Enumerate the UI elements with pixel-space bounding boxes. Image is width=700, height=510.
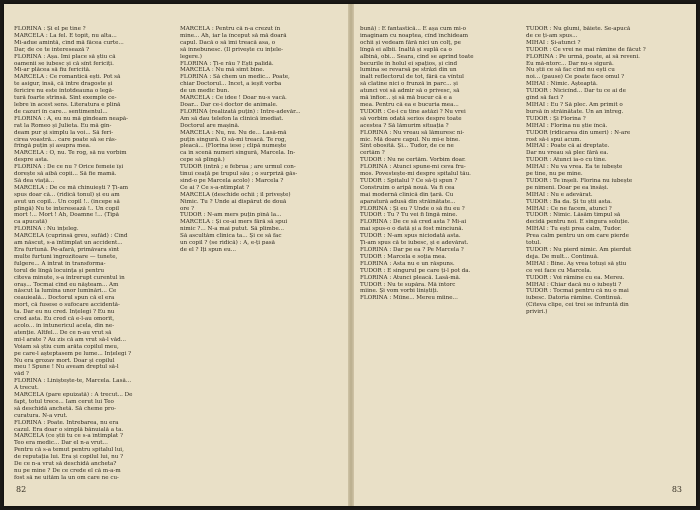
text-line: MIHAI : Și-atunci ?	[526, 39, 581, 46]
text-line: te asigur, însă, că între dragoste și	[14, 81, 113, 88]
text-line: Nu știi ce să fac cînd nu ești cu	[526, 67, 615, 74]
text-line: MARCELA (cuprinsă greu, sufăd) : Cînd	[14, 233, 128, 240]
text-line: MIHAI : Poate că ai dreptate.	[526, 143, 610, 150]
text-line: mort, că fusese o sufocare accidentă-	[14, 302, 120, 309]
text-line: FLORINA : Pe urmă, poate, ai să reveni.	[526, 53, 640, 60]
text-line: gînd să faci ?	[526, 95, 564, 102]
text-line: mic. Mă doare capul. Nu mi-e bine.	[360, 136, 461, 143]
text-line: Să ascultăm clinica ta... Și ce să fac	[180, 233, 282, 240]
text-line: certăm ?	[360, 150, 385, 157]
text-line: MARCELA (pare epuizată) : A trecut... De	[14, 392, 133, 399]
text-line: un copil ? (se ridică) : A, e-ți pasă	[180, 240, 275, 247]
text-line: FLORINA : De ce să cred asta ? Mi-ai	[360, 219, 467, 226]
text-line: TUDOR : Nu pierd nimic. Am pierdut	[526, 247, 632, 253]
text-line: lîngă ei albii. Înaltă și suplă ca o	[360, 46, 452, 53]
text-line: MARCELA : Nu mă simt bine.	[180, 67, 265, 74]
text-line: mea. Pentru că ea e bucuria mea...	[360, 101, 459, 108]
text-line: FLORINA : Atunci pleacă. Lasă-mă.	[360, 274, 461, 281]
text-line: Doctorul are mașină.	[180, 122, 240, 129]
text-line: mă înfior... și să mă bucur că e a	[360, 95, 452, 102]
text-line: pe tine, nu pe mine.	[526, 171, 583, 178]
text-line: TUDOR : Te înșeli. Florina nu iubește	[526, 177, 633, 184]
text-line: MARCELA : Și ce-ai mers fără să spui	[180, 219, 288, 226]
text-line: Ce ai ? Ce s-a-ntîmplat ?	[180, 184, 250, 191]
text-line: legere.)	[180, 53, 202, 60]
text-line: De ce n-a vrut să deschidă ancheta?	[14, 461, 117, 468]
text-line: becurile în holul ei spațios, și cînd	[360, 60, 458, 67]
text-line: mine... Ah, iar la început să mă doară	[180, 32, 287, 39]
text-line: mos. Povestește-mi despre spitalul tău.	[360, 171, 471, 178]
text-line: TUDOR : N-am mers puțin pînă la...	[180, 212, 282, 219]
text-line: cirea voastră... care poate să se răs-	[14, 136, 117, 143]
text-line: TUDOR : Marcela e soția mea.	[360, 253, 447, 260]
text-line: oraș... Tocmai cînd eu năşteam... Am	[14, 281, 119, 288]
text-line: atunci voi să admir să o privesc, să	[360, 88, 460, 95]
text-line: priviri.)	[526, 309, 548, 316]
text-line: FLORINA : Dar pe ea ? Pe Marcela ?	[360, 247, 464, 253]
text-line: de reputația lui. Era și copilul lui, nu ?	[14, 454, 124, 461]
text-line: să vorbim odată serios despre toate	[360, 115, 462, 122]
text-line: bursă în străinătate. Un an întreg.	[526, 108, 624, 115]
text-line: frîngă puțin și asupra mea.	[14, 143, 91, 150]
text-line: să înnebunesc. (Îl privește cu înțele-	[180, 46, 284, 53]
text-line: TUDOR : Ce-i cu tine astăzi ? Nu vrei	[360, 108, 466, 115]
text-line: TUDOR : Nimic. Lăsăm timpul să	[526, 212, 621, 219]
text-line: mort !... Mort ! Ah, Doamne !... (Tipă	[14, 212, 119, 219]
text-line: chiar Doctorul... Încet, a ieșit vorba	[180, 81, 282, 88]
text-line: TUDOR : E singurul pe care ți-l pot da.	[360, 267, 471, 274]
text-line: TUDOR : Nu glumi, băiete. Se-apucă	[526, 26, 631, 32]
text-line: deja. De mult... Continuă.	[526, 253, 599, 260]
text-line: spus doar că... (ridică tonul) și eu am	[14, 191, 120, 198]
text-line: mai spus-o o dată și a fost minciună.	[360, 226, 464, 233]
text-line: MARCELA : O, nu. Te rog, să nu vorbim	[14, 150, 127, 157]
left-page-column-2	[180, 26, 328, 481]
text-line: fost să ne uităm la un om care ne cu-	[14, 474, 119, 481]
text-line: TUDOR : Ba da. Și tu știi asta.	[526, 198, 612, 205]
right-page	[354, 4, 696, 506]
text-line: înalt reflectorul de tot, fără ca vîntul	[360, 74, 464, 81]
text-line: să deschidă anchetă. Să cheme pro-	[14, 405, 116, 412]
text-line: MARCELA (ce știi tu ce s-a întîmplat ?	[14, 433, 123, 440]
text-line: torul de lîngă locuința și pentru	[14, 267, 105, 274]
text-line: deam pur și simplu la voi... Să feri-	[14, 129, 114, 136]
text-line: de ce ți-am spus...	[526, 32, 578, 39]
text-line: nu pe mine ? De ce crede el că m-a-m	[14, 468, 121, 474]
text-line: dorește să aibă copii... Să fie mamă.	[14, 171, 117, 178]
text-line: FLORINA : Mîine... Mereu mîine...	[360, 295, 458, 302]
text-line: FLORINA : Și eu ? Unde o să fiu eu ?	[360, 205, 465, 212]
text-line: meu ! Spune ! Nu aveam dreptul să-l	[14, 364, 119, 371]
text-line: Nimic. Tu ? Unde ai dispărut de două	[180, 198, 287, 205]
text-line: rost să-i spui acum.	[526, 136, 582, 143]
text-line: puțin singură. O să-mi treacă. Te rog,	[180, 136, 287, 143]
text-line: FLORINA : Nu vreau să lămuresc ni-	[360, 129, 465, 136]
text-line: atenție. Altfel... De ce n-au vrut să	[14, 329, 112, 336]
text-line: ore ?	[180, 205, 195, 212]
text-line: Dar, de ce te interesează ?	[14, 46, 90, 53]
text-line: să clatine nici o frunză în parc... și	[360, 81, 458, 88]
text-line: Dar nu vreau să plec fără ea.	[526, 150, 609, 157]
text-line: plîngă) Nu te interesează !.. Un copil	[14, 205, 120, 212]
text-line: MARCELA : Ce romantică ești. Pot să	[14, 74, 121, 81]
text-line: nimic ?... N-a mai putut. Să plimbe...	[180, 226, 285, 233]
text-line: de cazuri în care... sentimentul...	[14, 108, 108, 115]
text-line: TUDOR : Ce vrei ne mai rămîne de făcut ?	[526, 46, 646, 53]
text-line: FLORINA : Asta nu e un răspuns.	[360, 260, 455, 267]
text-line: oamenii se iubesc și că sînt fericiți.	[14, 60, 114, 67]
text-line: lebre în acest sens. Literatura e plină	[14, 101, 121, 108]
text-line: sind-o pe Marcela acolo) : Marcela ?	[180, 177, 284, 184]
page-number-left: 82	[16, 485, 27, 494]
text-line: totul.	[526, 240, 542, 247]
text-line: TUDOR : Spitalul ? Ce să-ți spun ?	[360, 177, 458, 184]
text-line: acolo... în întunericul acela, din ne-	[14, 322, 115, 329]
text-line: mîine. Și vom vorbi liniștiți.	[360, 288, 439, 295]
text-line: FLORINA : A, eu nu mă gîndeam neapă-	[14, 115, 128, 122]
text-line: fulgere... A intrat în transforma-	[14, 260, 106, 267]
text-line: Voiam să știu cum arăta copilul meu,	[14, 343, 119, 350]
text-line: MARCELA : Nu, nu. Nu de... Lasă-mă	[180, 129, 287, 136]
text-line: TUDOR (ridicarea din umeri) : N-are	[526, 129, 631, 136]
text-line: MARCELA : De ce mă chinuiești ? Ți-am	[14, 184, 129, 191]
text-line: MIHAI : Nu va vrea. Ea te iubește	[526, 164, 623, 171]
text-line: Mi-adue amintă, cînd mă făcea curte...	[14, 39, 124, 46]
right-page-column-2	[526, 26, 674, 481]
text-line: FLORINA : Atunci spune-mi ceva fru-	[360, 164, 466, 171]
text-line: de un medic bun.	[180, 88, 230, 95]
text-line: pe care-l așteptasem pe lume... Înțelegi ?	[14, 350, 132, 357]
text-line: imaginam cu noaptea, cînd închideam	[360, 32, 468, 39]
text-line: MIHAI : Bine. Aș vrea totuși să știu	[526, 260, 627, 267]
text-line: pleacă... (Florina iese ; clipă numește	[180, 143, 287, 150]
text-line: cred asta. Eu cred că e-l-au omorît,	[14, 316, 115, 323]
text-line: TUDOR : Atunci ia-o cu tine.	[526, 157, 607, 164]
text-line: MARCELA : La fel. E topit, nu alta...	[14, 32, 117, 39]
text-line: FLORINA : Ți-e rău ? Ești palidă.	[180, 60, 274, 67]
text-line: cazul. Era doar o simplă bănuială a ta.	[14, 426, 124, 433]
right-page-column-1	[360, 26, 508, 481]
open-book	[4, 4, 696, 506]
text-line: Ți-am spus că te iubesc, și e adevărat.	[360, 240, 469, 247]
text-line: multe furtuni îngrozitoare — tunete,	[14, 253, 118, 260]
text-line: Nu era grozav mort. Doar și copilul	[14, 357, 115, 364]
left-page	[4, 4, 348, 506]
text-line: FLORINA : Și el pe tine ?	[14, 26, 86, 32]
text-line: Teo era medic... Dar el n-a vrut...	[14, 440, 108, 447]
text-line: TUDOR : Nicicînd... Dar tu ce ai de	[526, 88, 626, 95]
text-line: născut la lumina unor lumînări... Ce	[14, 288, 117, 295]
text-line: pe nimeni. Doar pe ea însăși.	[526, 184, 609, 191]
text-line: Eu mă-ntorc... Dar nu-s sigură.	[526, 60, 614, 67]
text-line: (Cîteva clipe, cei trei se înfruntă din	[526, 302, 629, 309]
text-line: Construim o aripă nouă. Va fi cea	[360, 184, 455, 191]
text-line: avut un copil... Un copil !.. (începe să	[14, 198, 120, 205]
text-line: ca în scenă numeri singură, Marcela. În-	[180, 150, 296, 157]
text-line: ochii și vedeam fără nici un colț, pe	[360, 39, 461, 46]
text-line: iubesc. Datoria rămîne. Continuă.	[526, 295, 623, 302]
text-line: FLORINA : Așa. Îmi place să știu că	[14, 53, 116, 60]
text-line: TUDOR (intră ; e februa ; are urmul con-	[180, 164, 296, 171]
text-line: lumina se revarsă pe străzi din un	[360, 67, 457, 74]
text-line: despre asta.	[14, 157, 49, 164]
page-number-right: 83	[671, 485, 682, 494]
text-line: MARCELA (deschide ochii ; îl privește)	[180, 191, 291, 198]
text-line: mi-l arate ? Au zis că am vrut să-l văd...	[14, 336, 127, 343]
text-line: ce vei face cu Marcela.	[526, 267, 592, 274]
text-line: Am să dau telefon la clinică imediat.	[180, 115, 284, 122]
text-line: am născut, s-a întîmplat un accident...	[14, 240, 123, 247]
text-line: A trecut.	[14, 385, 39, 392]
text-line: FLORINA : Să chem un medic... Poate,	[180, 74, 290, 81]
text-line: TUDOR : Nu te supăra. Mă întorc	[360, 281, 456, 288]
text-line: Sînt obosită. Și... Tudor, de ce ne	[360, 143, 454, 150]
text-line: ca apucată)	[14, 219, 47, 226]
text-line: MARCELA : Ce idee ! Doar nu-s vacă.	[180, 95, 287, 102]
text-line: MIHAI : Ce ne facem, atunci ?	[526, 205, 612, 212]
text-line: văd ?	[14, 371, 29, 378]
text-line: MIHAI : Chiar dacă nu o iubești ?	[526, 281, 622, 288]
text-line: aparatură adusă din străinătate...	[360, 198, 456, 205]
text-line: FLORINA (realizată puțin) : Între-adevăr...	[180, 108, 301, 115]
text-line: TUDOR : Și Florina ?	[526, 115, 586, 122]
text-line: ceauieală... Doctorul spun că el era	[14, 295, 115, 302]
text-line: MIHAI : Nu e adevărat.	[526, 191, 593, 198]
text-line: MARCELA : Pentru că n-a crezut în	[180, 26, 281, 32]
text-line: fapt, totul trece... Iam cerut lui Teo	[14, 398, 114, 405]
text-line: de el ? Îți spun eu...	[180, 247, 237, 253]
text-line: tură foarte strînsă. Sînt exemple ce-	[14, 95, 117, 102]
text-line: Mi-ar plăcea să fiu fericită.	[14, 67, 91, 74]
text-line: MIHAI : Tu ești prea calm, Tudor.	[526, 226, 622, 233]
text-line: capul. Dacă o să îmi treacă asa, o	[180, 39, 276, 46]
text-line: MIHAI : Eu ? Să plec. Am primit o	[526, 101, 623, 108]
left-page-column-1	[14, 26, 162, 481]
text-line: TUDOR : Tu ? Tu vei fi lîngă mine.	[360, 212, 458, 219]
text-line: fericire nu este întotdeauna o legă-	[14, 88, 114, 95]
text-line: noi... (pause) Ce poate face omul ?	[526, 74, 625, 81]
text-line: acestea ? Să lămurim situația ?	[360, 122, 449, 129]
text-line: Prea calm pentru un om care pierde	[526, 233, 629, 240]
text-line: MIHAI : Florina nu știe încă.	[526, 122, 608, 129]
text-line: MIHAI : Nimic. Așteaptă.	[526, 81, 598, 88]
text-line: bună) : E fantastică... E așa cum mi-o	[360, 26, 467, 32]
text-line: TUDOR : N-am spus niciodată asta.	[360, 233, 461, 240]
text-line: Doar... Dar ce-i doctor de animale.	[180, 101, 278, 108]
text-line: albină, obi... Seara, cînd se aprind toate	[360, 53, 474, 60]
text-line: mai modernă clinică din țară. Cu	[360, 191, 454, 198]
text-line: FLORINA : Nu înțeleg.	[14, 226, 79, 233]
text-line: decidă pentru noi. E singura soluție.	[526, 219, 630, 226]
text-line: cîteva minute, s-a întrerupt curentul în	[14, 274, 125, 281]
text-line: ta. Dar eu nu cred. Înțelegi ? Eu nu	[14, 309, 115, 316]
text-line: FLORINA : Poate. Întrebarea, nu era	[14, 419, 119, 426]
text-line: cepe să plîngă.)	[180, 157, 225, 164]
text-line: tinui ceață pe trupul său ; o surpriză găs-	[180, 171, 298, 178]
text-line: FLORINA : De ce nu ? Orice femeie își	[14, 164, 124, 171]
text-line: TUDOR : Tocmai pentru că nu o mai	[526, 288, 629, 295]
text-line: FLORINA : Liniștește-te, Marcela. Lasă...	[14, 378, 132, 385]
text-line: Era furtună. Pe-afară, primăvara sînt	[14, 247, 120, 253]
text-line: TUDOR : Voi rămîne cu ea. Mereu.	[526, 274, 625, 281]
text-line: rat la Romeo și Julieta. Eu mă gîn-	[14, 122, 112, 129]
text-line: curatura. N-a vrut.	[14, 412, 68, 419]
text-line: Să dea viață...	[14, 177, 55, 184]
text-line: TUDOR : Nu ne certăm. Vorbim doar.	[360, 157, 466, 164]
text-line: Pentru că s-a temut pentru spitalul lui,	[14, 447, 124, 454]
